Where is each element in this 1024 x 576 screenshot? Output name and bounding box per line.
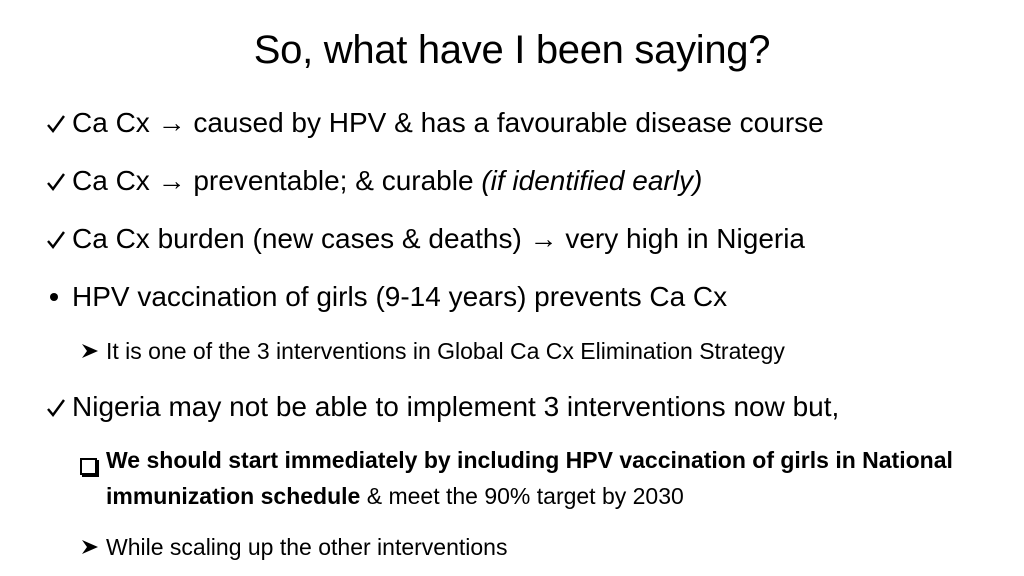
bullet-marker	[46, 280, 72, 314]
bullet-icon	[50, 293, 58, 301]
slide-title: So, what have I been saying?	[253, 28, 771, 72]
bullet-point-4	[46, 280, 727, 314]
arrow-right-icon	[80, 342, 100, 360]
square-box-icon	[80, 458, 97, 475]
sub-point-5-2	[80, 531, 507, 563]
sub-point-5-1	[80, 442, 986, 514]
sub-point-4-1-text: It is one of the 3 interventions in Global Ca Cx Elimination Strategy	[106, 338, 785, 364]
bullet-point-4-text: HPV vaccination of girls (9-14 years) prevents Ca Cx	[72, 281, 728, 312]
bullet-point-5	[46, 390, 839, 424]
bullet-point-3	[46, 222, 805, 256]
check-marker	[46, 106, 72, 140]
sub-point-5-1-bold: We should start immediately by including HPV vaccination of girls in National immunization schedule	[106, 447, 953, 509]
check-icon	[46, 114, 66, 134]
bullet-point-5-text: Nigeria may not be able to implement 3 interventions now but,	[72, 391, 840, 422]
bullet-point-1	[46, 106, 824, 140]
check-marker	[46, 164, 72, 198]
bullet-point-2-text: Ca Cx → preventable; & curable	[72, 165, 482, 196]
sub-point-4-1	[80, 335, 785, 367]
check-icon	[46, 172, 66, 192]
bullet-point-2	[46, 164, 702, 198]
bullet-point-1-text: Ca Cx → caused by HPV & has a favourable disease course	[72, 107, 824, 138]
arrow-right-icon	[80, 538, 100, 556]
bullet-point-3-text: Ca Cx burden (new cases & deaths) → very high in Nigeria	[72, 223, 806, 254]
sub-point-5-1-text	[106, 442, 986, 514]
arrow-marker	[80, 531, 106, 563]
box-marker	[80, 442, 106, 482]
sub-point-5-2-text: While scaling up the other interventions	[106, 534, 508, 560]
check-icon	[46, 230, 66, 250]
check-marker	[46, 390, 72, 424]
arrow-marker	[80, 335, 106, 367]
bullet-point-2-emphasis: (if identified early)	[481, 165, 703, 196]
check-marker	[46, 222, 72, 256]
sub-point-5-1-rest: & meet the 90% target by 2030	[360, 483, 684, 509]
check-icon	[46, 398, 66, 418]
